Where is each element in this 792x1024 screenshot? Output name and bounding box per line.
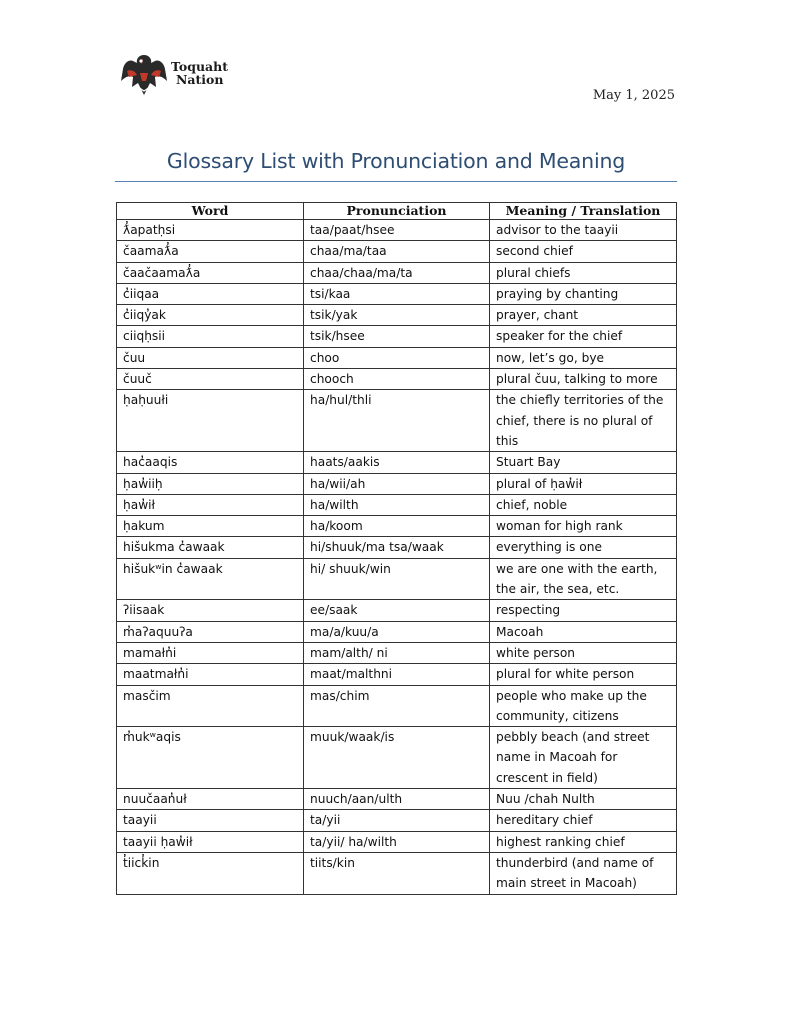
title-underline xyxy=(115,181,677,182)
word-cell: čaačaamaƛ̓a xyxy=(117,262,304,283)
pronunciation-cell: mas/chim xyxy=(304,685,490,727)
meaning-cell: Macoah xyxy=(490,621,677,642)
table-row xyxy=(117,220,677,241)
meaning-cell: plural chiefs xyxy=(490,262,677,283)
org-name-line2: Nation xyxy=(176,72,224,87)
table-row xyxy=(117,262,677,283)
page-title: Glossary List with Pronunciation and Meaning xyxy=(166,149,626,173)
meaning-cell: second chief xyxy=(490,241,677,262)
pronunciation-cell: ma/a/kuu/a xyxy=(304,621,490,642)
word-cell: ciiqḥsii xyxy=(117,326,304,347)
table-row xyxy=(117,789,677,810)
pronunciation-cell: ha/wii/ah xyxy=(304,473,490,494)
meaning-cell: plural čuu, talking to more xyxy=(490,369,677,390)
table-row xyxy=(117,810,677,831)
meaning-cell: plural of ḥaw̓ił xyxy=(490,473,677,494)
meaning-cell: woman for high rank xyxy=(490,516,677,537)
word-cell: c̓iiqy̓ak xyxy=(117,305,304,326)
table-row xyxy=(117,283,677,304)
word-cell: ḥakum xyxy=(117,516,304,537)
word-cell: maatmałn̓i xyxy=(117,664,304,685)
table-row xyxy=(117,852,677,894)
pronunciation-cell: choo xyxy=(304,347,490,368)
table-row xyxy=(117,558,677,600)
table-row xyxy=(117,369,677,390)
pronunciation-cell: ha/koom xyxy=(304,516,490,537)
table-row xyxy=(117,621,677,642)
column-header-meaning: Meaning / Translation xyxy=(490,203,677,220)
pronunciation-cell: ta/yii xyxy=(304,810,490,831)
word-cell: m̓aʔaquuʔa xyxy=(117,621,304,642)
column-header-word: Word xyxy=(117,203,304,220)
pronunciation-cell: hi/shuuk/ma tsa/waak xyxy=(304,537,490,558)
pronunciation-cell: tsik/hsee xyxy=(304,326,490,347)
pronunciation-cell: tsi/kaa xyxy=(304,283,490,304)
table-row xyxy=(117,326,677,347)
table-row xyxy=(117,452,677,473)
pronunciation-cell: maat/malthni xyxy=(304,664,490,685)
meaning-cell: hereditary chief xyxy=(490,810,677,831)
meaning-cell: highest ranking chief xyxy=(490,831,677,852)
word-cell: mamałn̓i xyxy=(117,642,304,663)
pronunciation-cell: haats/aakis xyxy=(304,452,490,473)
meaning-cell: people who make up the community, citizens xyxy=(490,685,677,727)
table-row xyxy=(117,537,677,558)
table-row xyxy=(117,241,677,262)
thunderbird-crest-icon xyxy=(119,51,169,99)
word-cell: čaamaƛ̓a xyxy=(117,241,304,262)
table-row xyxy=(117,516,677,537)
pronunciation-cell: chaa/chaa/ma/ta xyxy=(304,262,490,283)
word-cell: hac̓aaqis xyxy=(117,452,304,473)
word-cell: c̓iiqaa xyxy=(117,283,304,304)
word-cell: hišukma c̓awaak xyxy=(117,537,304,558)
pronunciation-cell: nuuch/aan/ulth xyxy=(304,789,490,810)
word-cell: čuuč xyxy=(117,369,304,390)
meaning-cell: advisor to the taayii xyxy=(490,220,677,241)
meaning-cell: plural for white person xyxy=(490,664,677,685)
table-row xyxy=(117,831,677,852)
table-row xyxy=(117,664,677,685)
word-cell: ʔiisaak xyxy=(117,600,304,621)
table-row xyxy=(117,600,677,621)
meaning-cell: speaker for the chief xyxy=(490,326,677,347)
meaning-cell: respecting xyxy=(490,600,677,621)
table-header-row xyxy=(117,203,677,220)
word-cell: taayii xyxy=(117,810,304,831)
table-row xyxy=(117,473,677,494)
word-cell: taayii ḥaw̓ił xyxy=(117,831,304,852)
pronunciation-cell: ha/wilth xyxy=(304,494,490,515)
meaning-cell: everything is one xyxy=(490,537,677,558)
table-row xyxy=(117,685,677,727)
org-logo xyxy=(119,51,239,99)
pronunciation-cell: taa/paat/hsee xyxy=(304,220,490,241)
word-cell: ḥaḥuułi xyxy=(117,390,304,452)
document-date: May 1, 2025 xyxy=(592,88,675,103)
meaning-cell: pebbly beach (and street name in Macoah for crescent in field) xyxy=(490,727,677,789)
meaning-cell: Nuu /chah Nulth xyxy=(490,789,677,810)
glossary-table xyxy=(116,202,677,895)
table-row xyxy=(117,727,677,789)
column-header-pronunciation: Pronunciation xyxy=(304,203,490,220)
table-row xyxy=(117,390,677,452)
meaning-cell: now, let’s go, bye xyxy=(490,347,677,368)
meaning-cell: Stuart Bay xyxy=(490,452,677,473)
pronunciation-cell: ee/saak xyxy=(304,600,490,621)
word-cell: m̓ukʷaqis xyxy=(117,727,304,789)
pronunciation-cell: muuk/waak/is xyxy=(304,727,490,789)
word-cell: t̓iick̓in xyxy=(117,852,304,894)
meaning-cell: white person xyxy=(490,642,677,663)
pronunciation-cell: ha/hul/thli xyxy=(304,390,490,452)
word-cell: nuučaan̓uł xyxy=(117,789,304,810)
pronunciation-cell: ta/yii/ ha/wilth xyxy=(304,831,490,852)
meaning-cell: thunderbird (and name of main street in Macoah) xyxy=(490,852,677,894)
table-row xyxy=(117,642,677,663)
table-row xyxy=(117,305,677,326)
pronunciation-cell: mam/alth/ ni xyxy=(304,642,490,663)
meaning-cell: prayer, chant xyxy=(490,305,677,326)
meaning-cell: praying by chanting xyxy=(490,283,677,304)
word-cell: masčim xyxy=(117,685,304,727)
pronunciation-cell: hi/ shuuk/win xyxy=(304,558,490,600)
word-cell: čuu xyxy=(117,347,304,368)
pronunciation-cell: tsik/yak xyxy=(304,305,490,326)
meaning-cell: we are one with the earth, the air, the sea, etc. xyxy=(490,558,677,600)
org-name xyxy=(171,60,228,86)
meaning-cell: the chiefly territories of the chief, there is no plural of this xyxy=(490,390,677,452)
pronunciation-cell: chaa/ma/taa xyxy=(304,241,490,262)
org-name-line1: Toquaht xyxy=(171,59,228,74)
word-cell: ḥaw̓iiḥ xyxy=(117,473,304,494)
pronunciation-cell: chooch xyxy=(304,369,490,390)
word-cell: ƛ̓apatḥsi xyxy=(117,220,304,241)
word-cell: ḥaw̓ił xyxy=(117,494,304,515)
meaning-cell: chief, noble xyxy=(490,494,677,515)
table-row xyxy=(117,494,677,515)
pronunciation-cell: tiits/kin xyxy=(304,852,490,894)
table-row xyxy=(117,347,677,368)
word-cell: hišukʷin c̓awaak xyxy=(117,558,304,600)
